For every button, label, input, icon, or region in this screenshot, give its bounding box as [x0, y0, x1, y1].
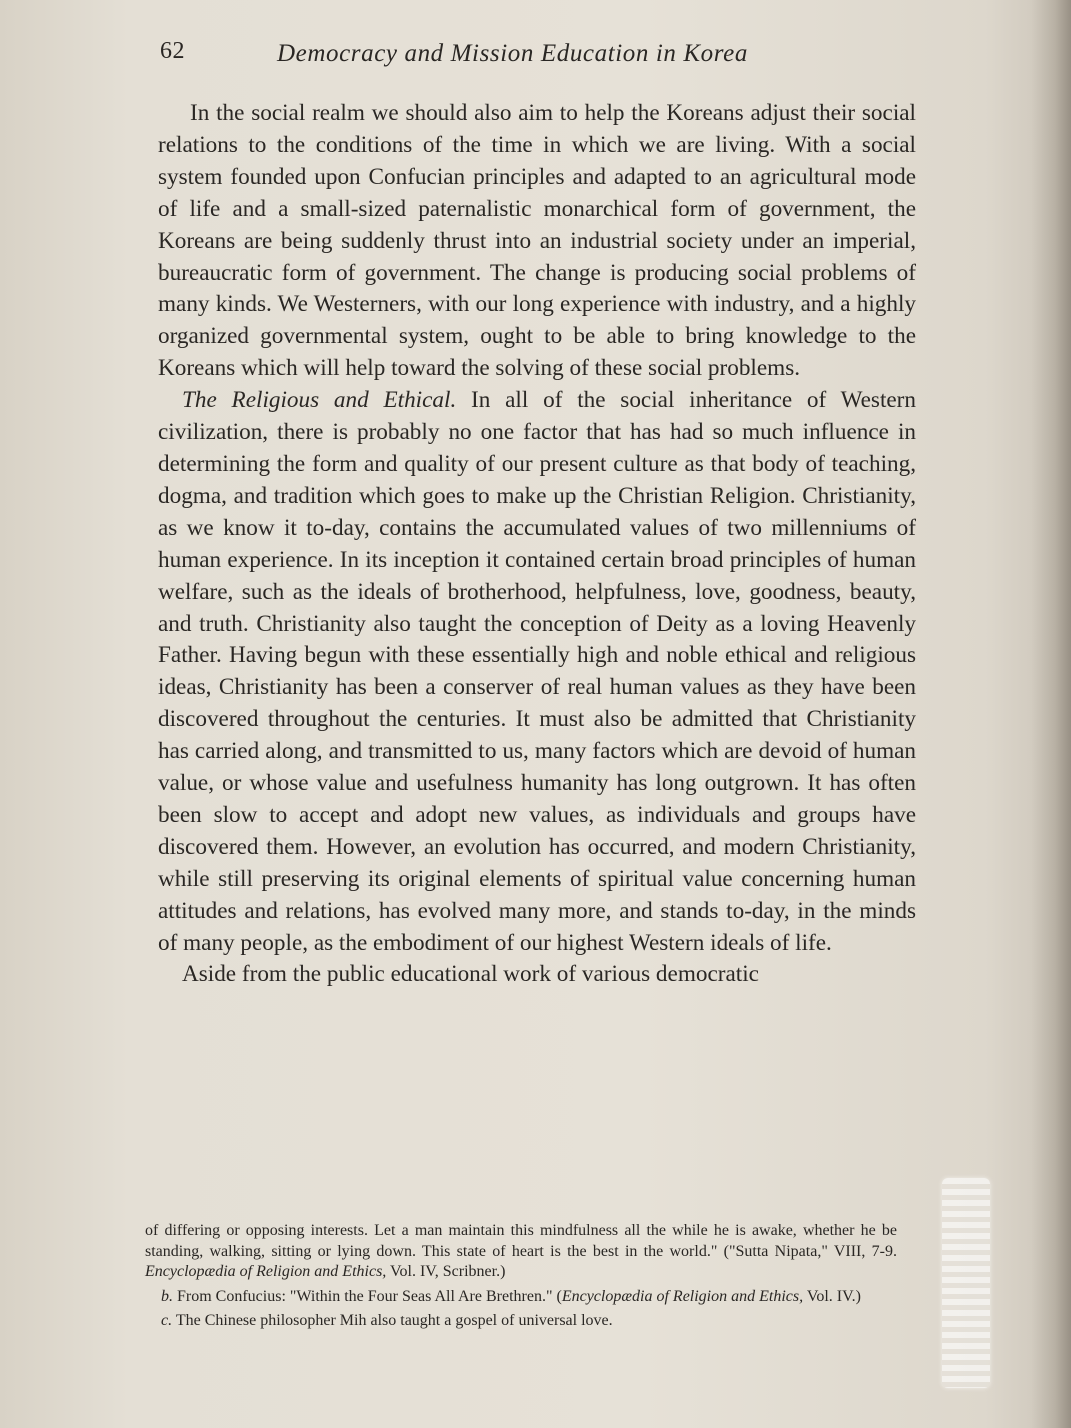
footnote-b-text: From Confucius: "Within the Four Seas All Are Brethren." ( — [177, 1287, 562, 1305]
page-number: 62 — [160, 38, 185, 64]
footnotes — [145, 1221, 897, 1332]
footnote-b — [145, 1287, 897, 1308]
spine-shadow — [1031, 0, 1071, 1428]
footnote-b-tail: Vol. IV.) — [806, 1287, 861, 1305]
footnote-c — [145, 1311, 897, 1332]
footnote-continuation-text: of differing or opposing interests. Let a man maintain this mindfulness all the while he is awake, whether he be standing, walking, sitting or lying down. This state of heart is the best in the world." ("Sutta Nipata," VIII, 7-9. — [145, 1222, 897, 1260]
paragraph-religious-ethical — [158, 385, 916, 959]
footnote-continuation-tail: Vol. IV, Scribner.) — [390, 1263, 506, 1281]
footnote-c-text: The Chinese philosopher Mih also taught a gospel of universal love. — [175, 1312, 613, 1330]
footnote-c-letter: c. — [161, 1312, 173, 1330]
footnote-continuation — [145, 1221, 897, 1283]
main-text — [158, 98, 916, 991]
paragraph-religious-ethical-text: In all of the social inheritance of Western civilization, there is probably no one factor that has had so much influence in determining the form and quality of our present culture as that body of teaching, dogma, and tradition which goes to make up the Christian Religion. Christianity, as we know it to-day, contains the accumulated values of two millenniums of human experience. In its inception it contained certain broad principles of human welfare, such as the ideals of brotherhood, helpfulness, love, goodness, beauty, and truth. Christianity also taught the conception of Deity as a loving Heavenly Father. Having begun with these essentially high and noble ethical and religious ideas, Christianity has been a conserver of real human values as they have been discovered throughout the centuries. It must also be admitted that Christianity has carried along, and transmitted to us, many factors which are devoid of human value, or whose value and usefulness humanity has long outgrown. It has often been slow to accept and adopt new values, as individuals and groups have discovered them. However, an evolution has occurred, and modern Christianity, while still preserving its original elements of spiritual value concerning human attitudes and relations, has evolved many more, and stands to-day, in the minds of many people, as the embodiment of our highest Western ideals of life. — [158, 387, 917, 956]
footnote-b-letter: b. — [161, 1287, 173, 1305]
footnote-continuation-source: Encyclopædia of Religion and Ethics, — [145, 1263, 387, 1281]
running-title: Democracy and Mission Education in Korea — [277, 40, 748, 67]
page-header — [160, 38, 860, 78]
section-heading: The Religious and Ethical. — [182, 387, 457, 414]
footnote-b-source: Encyclopædia of Religion and Ethics, — [561, 1287, 804, 1305]
library-stamp-mark — [942, 1178, 990, 1388]
paragraph-social-realm: In the social realm we should also aim to help the Koreans adjust their social relations to the conditions of the time in which we are living. With a social system founded upon Confucian principles and adapted to an agricultural mode of life and a small-sized paternalistic monarchical form of government, the Koreans are being suddenly thrust into an industrial society under an imperial, bureaucratic form of government. The change is producing social problems of many kinds. We Westerners, with our long experience with industry, and a highly organized governmental system, ought to be able to bring knowledge to the Koreans which will help toward the solving of these social problems. — [158, 100, 916, 382]
paragraph-aside: Aside from the public educational work of various democratic — [182, 961, 759, 988]
